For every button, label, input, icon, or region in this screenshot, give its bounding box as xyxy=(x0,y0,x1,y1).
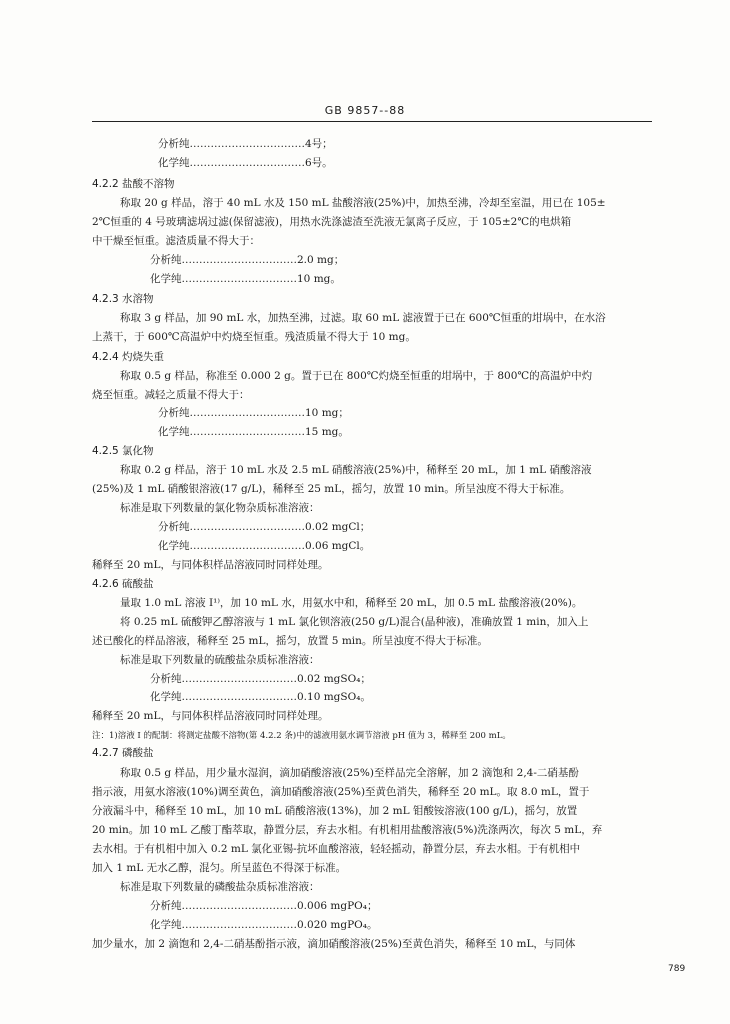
text-line: 称取 3 g 样品，加 90 mL 水，加热至沸，过滤。取 60 mL 滤液置于已在 600℃恒重的坩埚中，在水浴 xyxy=(120,312,606,324)
text-line: 化学纯……………………………0.06 mgCl。 xyxy=(158,540,371,552)
text-line: 分析纯……………………………2.0 mg； xyxy=(150,254,345,266)
text-line: 称取 0.5 g 样品，称准至 0.000 2 g。置于已在 800℃灼烧至恒重的坩埚中，于 800℃的高温炉中灼 xyxy=(120,370,593,382)
text-line: 量取 1.0 mL 溶液 I¹⁾，加 10 mL 水，用氨水中和，稀释至 20 mL，加 0.5 mL 盐酸溶液(20%)。 xyxy=(120,597,583,609)
text-line: 化学纯……………………………0.020 mgPO₄。 xyxy=(150,919,378,931)
section-heading: 4.2.7 磷酸盐 xyxy=(92,747,154,759)
text-line: (25%)及 1 mL 硝酸银溶液(17 g/L)，稀释至 25 mL，摇匀，放置 10 min。所呈浊度不得大于标准。 xyxy=(92,483,571,495)
text-line: 将 0.25 mL 硫酸钾乙醇溶液与 1 mL 氯化钡溶液(250 g/L)混合(晶种液)，准确放置 1 min，加入上 xyxy=(120,616,589,628)
text-line: 标准是取下列数量的磷酸盐杂质标准溶液： xyxy=(120,881,320,893)
text-line: 标准是取下列数量的氯化物杂质标准溶液： xyxy=(120,502,320,514)
text-line: 化学纯……………………………10 mg。 xyxy=(150,273,341,285)
text-line: 化学纯……………………………15 mg。 xyxy=(158,426,349,438)
text-line: 去水相。于有机相中加入 0.2 mL 氯化亚锡-抗坏血酸溶液，轻轻摇动，静置分层，弃去水相。于有机相中 xyxy=(92,843,581,855)
text-line: 称取 20 g 样品，溶于 40 mL 水及 150 mL 盐酸溶液(25%)中，加热至沸，冷却至室温，用已在 105± xyxy=(120,197,606,209)
header-rule xyxy=(92,121,652,122)
text-line: 化学纯……………………………6号。 xyxy=(158,157,333,169)
text-line: 上蒸干，于 600℃高温炉中灼烧至恒重。残渣质量不得大于 10 mg。 xyxy=(92,331,416,343)
text-line: 述已酸化的样品溶液，稀释至 25 mL，摇匀，放置 5 min。所呈浊度不得大于标准。 xyxy=(92,635,488,647)
footnote: 注：1)溶液 I 的配制：将测定盐酸不溶物(第 4.2.2 条)中的滤液用氨水调节溶液 pH 值为 3，稀释至 200 mL。 xyxy=(92,731,511,741)
text-line: 2℃恒重的 4 号玻璃滤埚过滤(保留滤液)，用热水洗涤滤渣至洗液无氯离子反应，于 105±2℃的电烘箱 xyxy=(92,216,572,228)
text-line: 标准是取下列数量的硫酸盐杂质标准溶液： xyxy=(120,654,320,666)
header-doc-code: GB 9857--88 xyxy=(324,104,406,117)
section-heading: 4.2.2 盐酸不溶物 xyxy=(92,178,175,190)
text-line: 分析纯……………………………0.02 mgCl； xyxy=(158,521,371,533)
text-line: 分析纯……………………………0.02 mgSO₄； xyxy=(150,673,371,685)
text-line: 分析纯……………………………4号； xyxy=(158,138,333,150)
text-line: 称取 0.2 g 样品，溶于 10 mL 水及 2.5 mL 硝酸溶液(25%)中，稀释至 20 mL，加 1 mL 硝酸溶液 xyxy=(120,464,592,476)
text-line: 分析纯……………………………10 mg； xyxy=(158,407,349,419)
text-line: 稀释至 20 mL，与同体积样品溶液同时同样处理。 xyxy=(92,559,329,571)
text-line: 分液漏斗中，稀释至 10 mL，加 10 mL 硝酸溶液(13%)，加 2 mL 钼酸铵溶液(100 g/L)，摇匀，放置 xyxy=(92,805,578,817)
text-line: 烧至恒重。减轻之质量不得大于： xyxy=(92,389,250,401)
section-heading: 4.2.5 氯化物 xyxy=(92,445,154,457)
section-heading: 4.2.4 灼烧失重 xyxy=(92,351,165,363)
text-line: 中干燥至恒重。滤渣质量不得大于： xyxy=(92,235,260,247)
text-line: 稀释至 20 mL，与同体积样品溶液同时同样处理。 xyxy=(92,710,329,722)
text-line: 指示液，用氨水溶液(10%)调至黄色，滴加硝酸溶液(25%)至黄色消失，稀释至 20 mL。取 8.0 mL，置于 xyxy=(92,786,590,798)
text-line: 化学纯……………………………0.10 mgSO₄。 xyxy=(150,691,371,703)
text-line: 加入 1 mL 无水乙醇，混匀。所呈蓝色不得深于标准。 xyxy=(92,862,347,874)
section-heading: 4.2.6 硫酸盐 xyxy=(92,578,154,590)
section-heading: 4.2.3 水溶物 xyxy=(92,293,154,305)
text-line: 称取 0.5 g 样品，用少量水湿润，滴加硝酸溶液(25%)至样品完全溶解，加 2 滴饱和 2,4-二硝基酚 xyxy=(120,767,579,779)
text-line: 20 min。加 10 mL 乙酸丁酯萃取，静置分层，弃去水相。有机相用盐酸溶液(5%)洗涤两次，每次 5 mL，弃 xyxy=(92,824,603,836)
page-number: 789 xyxy=(668,964,686,974)
text-line: 分析纯……………………………0.006 mgPO₄； xyxy=(150,900,378,912)
text-line: 加少量水，加 2 滴饱和 2,4-二硝基酚指示液，滴加硝酸溶液(25%)至黄色消失，稀释至 10 mL，与同体 xyxy=(92,938,576,950)
